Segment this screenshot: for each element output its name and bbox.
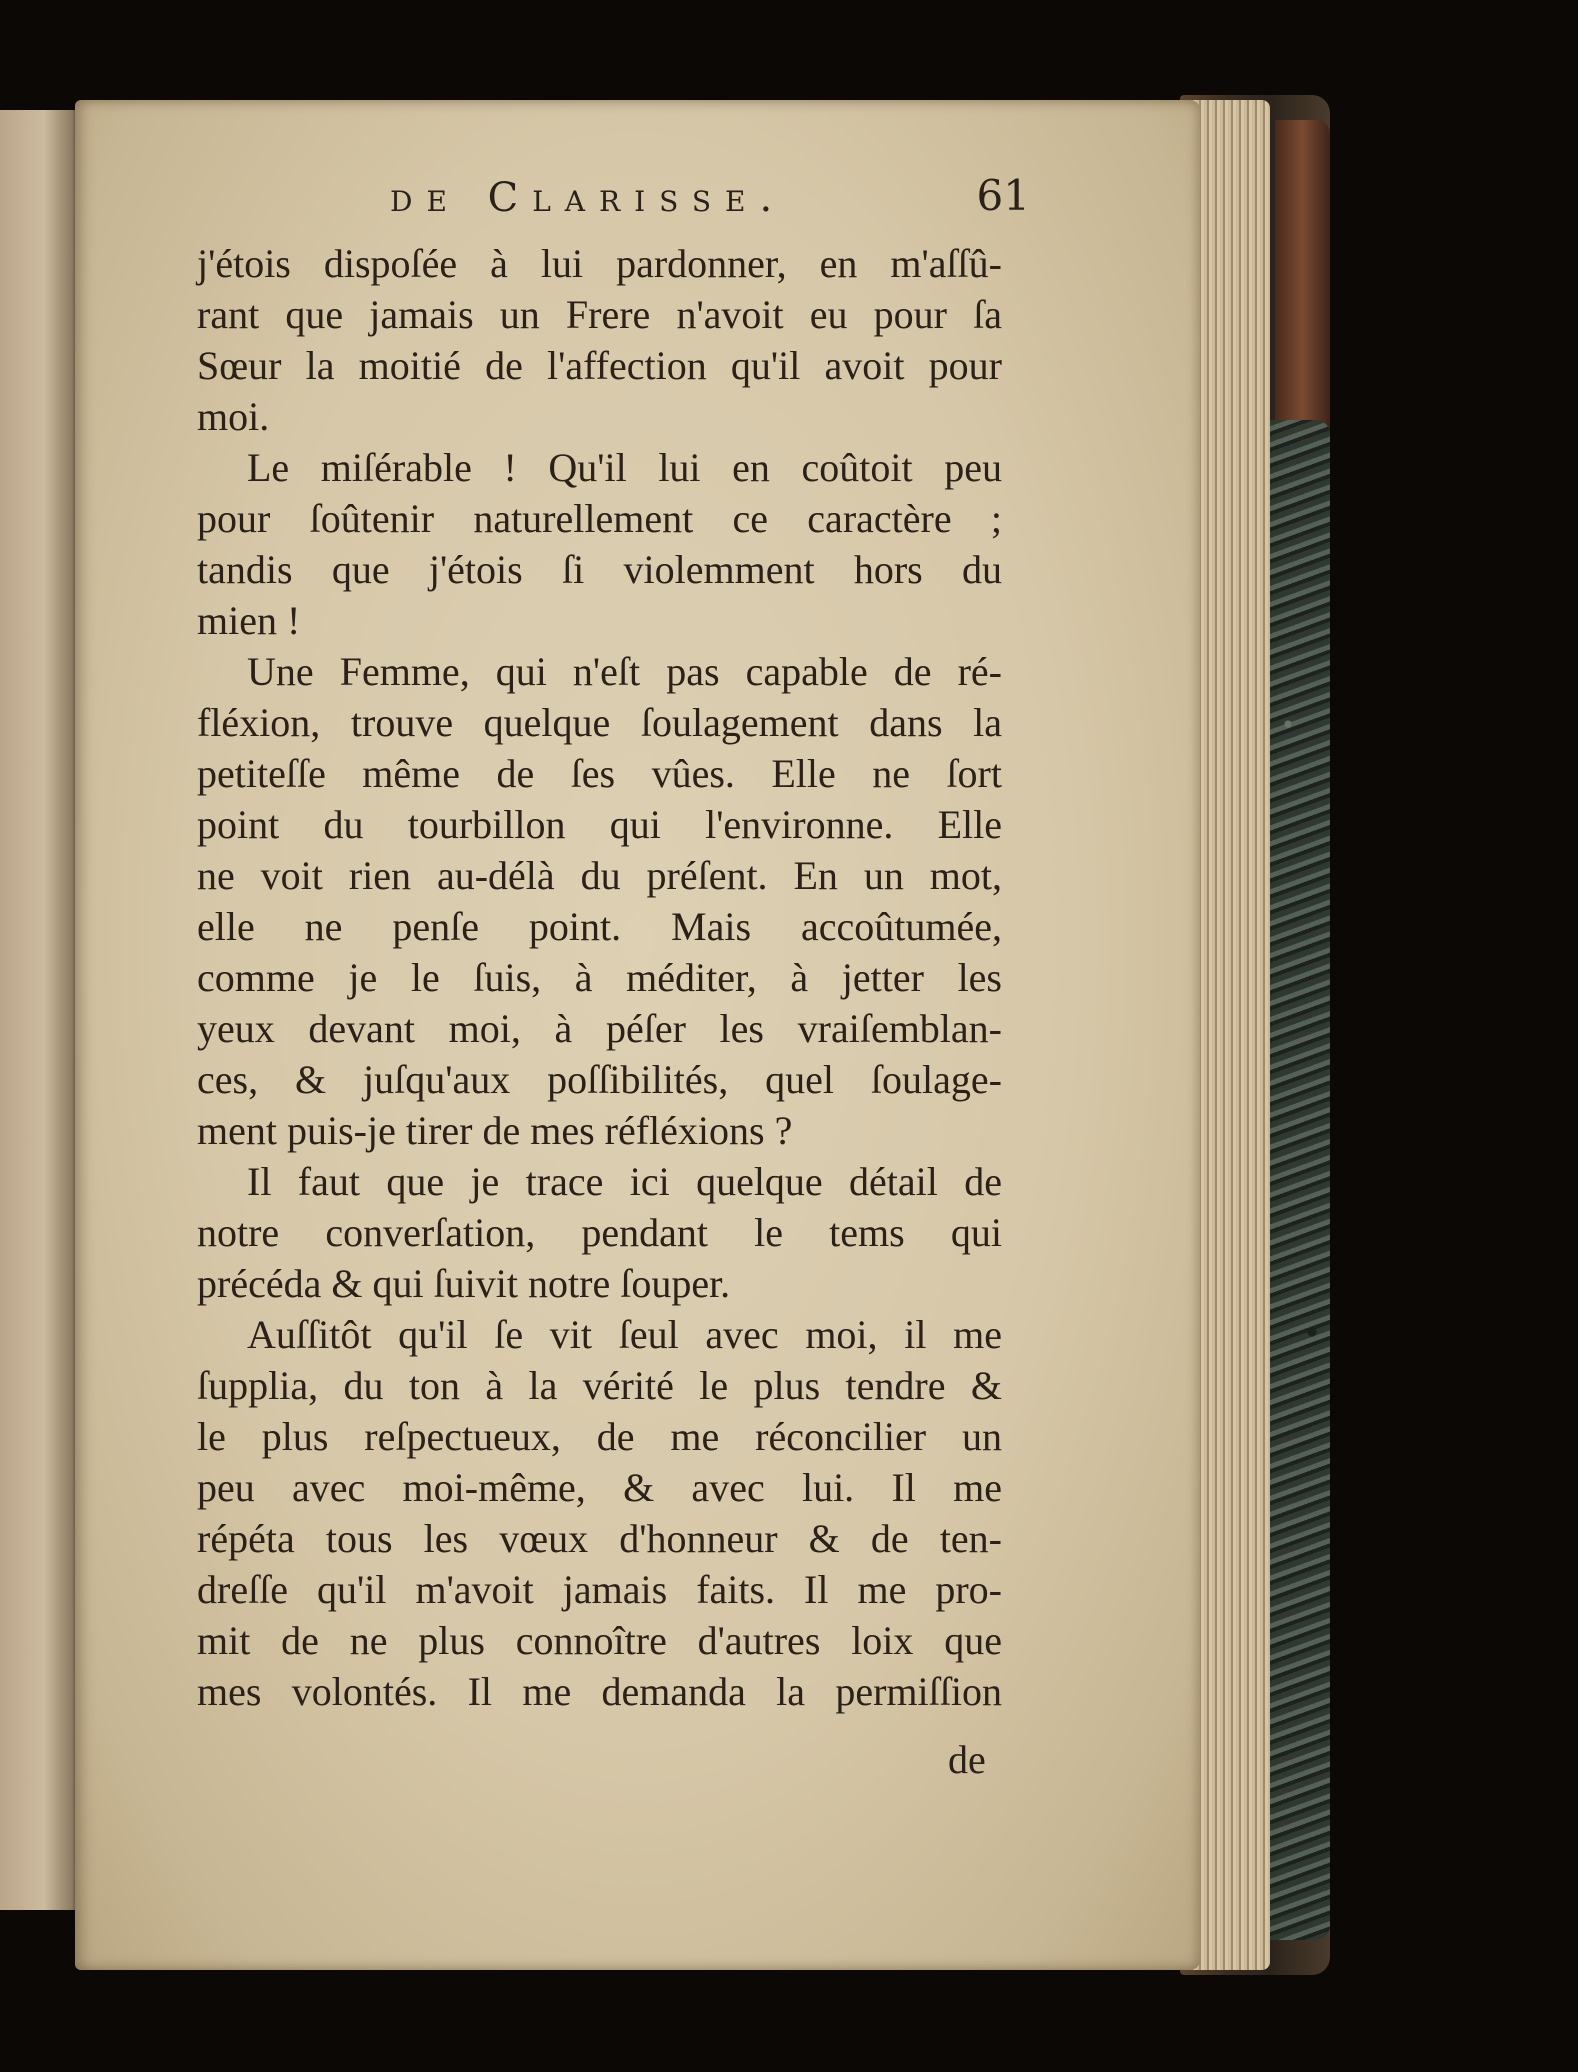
text-line: moi. <box>197 394 270 439</box>
facing-page-edge <box>0 110 80 1910</box>
text-line: Il faut que je trace ici quelque détail de <box>247 1159 1002 1204</box>
text-line: peu avec moi-même, & avec lui. Il me <box>197 1465 1002 1510</box>
catchword: de <box>948 1737 986 1782</box>
text-line: mit de ne plus connoître d'autres loix que <box>197 1618 1002 1663</box>
text-line: rant que jamais un Frere n'avoit eu pour ſa <box>197 292 1002 337</box>
text-line: Auſſitôt qu'il ſe vit ſeul avec moi, il me <box>247 1312 1002 1357</box>
text-line: j'étois dispoſée à lui pardonner, en m'aſſû- <box>197 241 1002 286</box>
text-line: tandis que j'étois ſi violemment hors du <box>197 547 1002 592</box>
text-line: comme je le ſuis, à méditer, à jetter les <box>197 955 1002 1000</box>
text-line: ment puis-je tirer de mes réfléxions ? <box>197 1108 793 1153</box>
text-line: précéda & qui ſuivit notre ſouper. <box>197 1261 731 1306</box>
text-line: point du tourbillon qui l'environne. Elle <box>197 802 1002 847</box>
text-line: ces, & juſqu'aux poſſibilités, quel ſoulage- <box>197 1057 1002 1102</box>
text-line: notre converſation, pendant le tems qui <box>197 1210 1002 1255</box>
running-head <box>390 171 1030 235</box>
body-text <box>197 238 1002 1717</box>
text-line: fléxion, trouve quelque ſoulagement dans la <box>197 700 1002 745</box>
marbled-cover <box>1270 420 1330 1940</box>
running-title: de Clarisse. <box>390 175 787 221</box>
text-line: Le miſérable ! Qu'il lui en coûtoit peu <box>247 445 1002 490</box>
text-line: le plus reſpectueux, de me réconcilier un <box>197 1414 1002 1459</box>
text-line: pour ſoûtenir naturellement ce caractère ; <box>197 496 1002 541</box>
text-line: répéta tous les vœux d'honneur & de ten- <box>197 1516 1002 1561</box>
text-line: ſupplia, du ton à la vérité le plus tendre & <box>197 1363 1002 1408</box>
text-line: mien ! <box>197 598 301 643</box>
leather-spine <box>1275 120 1330 440</box>
text-line: dreſſe qu'il m'avoit jamais faits. Il me pro- <box>197 1567 1002 1612</box>
text-line: ne voit rien au-délà du préſent. En un mot, <box>197 853 1002 898</box>
text-line: Sœur la moitié de l'affection qu'il avoit pour <box>197 343 1002 388</box>
text-line: yeux devant moi, à péſer les vraiſemblan- <box>197 1006 1002 1051</box>
text-line: Une Femme, qui n'eſt pas capable de ré- <box>247 649 1002 694</box>
page-number: 61 <box>976 171 1030 220</box>
text-line: petiteſſe même de ſes vûes. Elle ne ſort <box>197 751 1002 796</box>
text-line: mes volontés. Il me demanda la permiſſion <box>197 1669 1002 1714</box>
text-line: elle ne penſe point. Mais accoûtumée, <box>197 904 1002 949</box>
